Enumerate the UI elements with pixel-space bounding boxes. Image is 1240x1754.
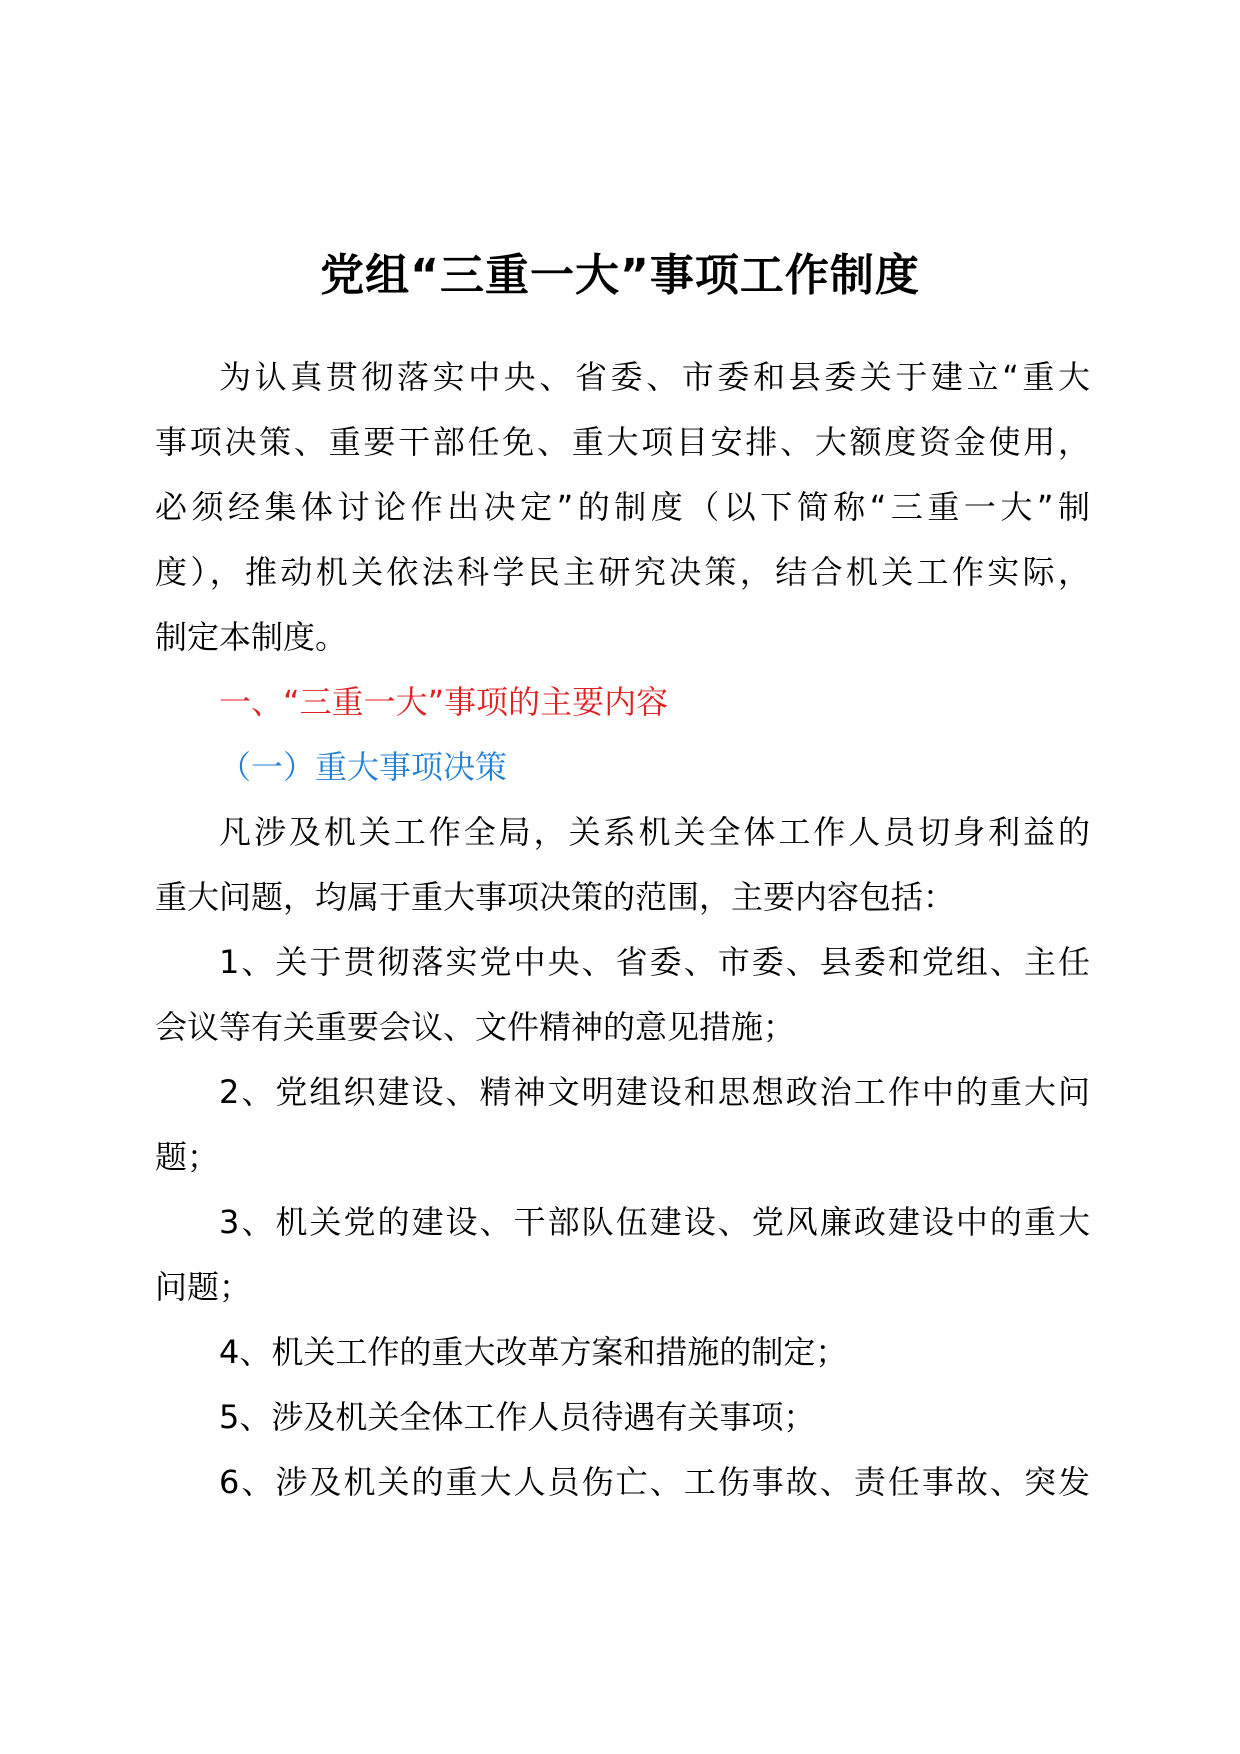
subsection-intro-paragraph [155, 800, 1090, 930]
subsection-heading: （一）重大事项决策 [219, 748, 508, 786]
intro-line-3: 必须经集体讨论作出决定”的制度（以下简称“三重一大”制 [155, 488, 1090, 526]
list-item: 5、涉及机关全体工作人员待遇有关事项； [219, 1398, 816, 1436]
document-body [155, 345, 1090, 1515]
list-item: 1、关于贯彻落实党中央、省委、市委、县委和党组、主任 会议等有关重要会议、文件精神的意见措施； [155, 943, 1090, 1046]
list-item: 2、党组织建设、精神文明建设和思想政治工作中的重大问 题； [155, 1073, 1090, 1176]
section-heading: 一、“三重一大”事项的主要内容 [219, 683, 669, 721]
intro-paragraph [155, 345, 1090, 670]
list-item: 6、涉及机关的重大人员伤亡、工伤事故、责任事故、突发 [219, 1463, 1090, 1501]
list-item: 3、机关党的建设、干部队伍建设、党风廉政建设中的重大 问题； [155, 1203, 1090, 1306]
subsection-intro-line-1: 凡涉及机关工作全局，关系机关全体工作人员切身利益的 [219, 813, 1090, 851]
intro-line-4: 度），推动机关依法科学民主研究决策，结合机关工作实际， [155, 553, 1090, 591]
list-item: 4、机关工作的重大改革方案和措施的制定； [219, 1333, 848, 1371]
subsection-intro-line-2: 重大问题，均属于重大事项决策的范围，主要内容包括： [155, 878, 956, 916]
document-title: 党组“三重一大”事项工作制度 [320, 250, 920, 301]
intro-line-2: 事项决策、重要干部任免、重大项目安排、大额度资金使用， [155, 423, 1090, 461]
intro-line-5: 制定本制度。 [155, 618, 348, 656]
intro-line-1: 为认真贯彻落实中央、省委、市委和县委关于建立“重大 [219, 358, 1090, 396]
